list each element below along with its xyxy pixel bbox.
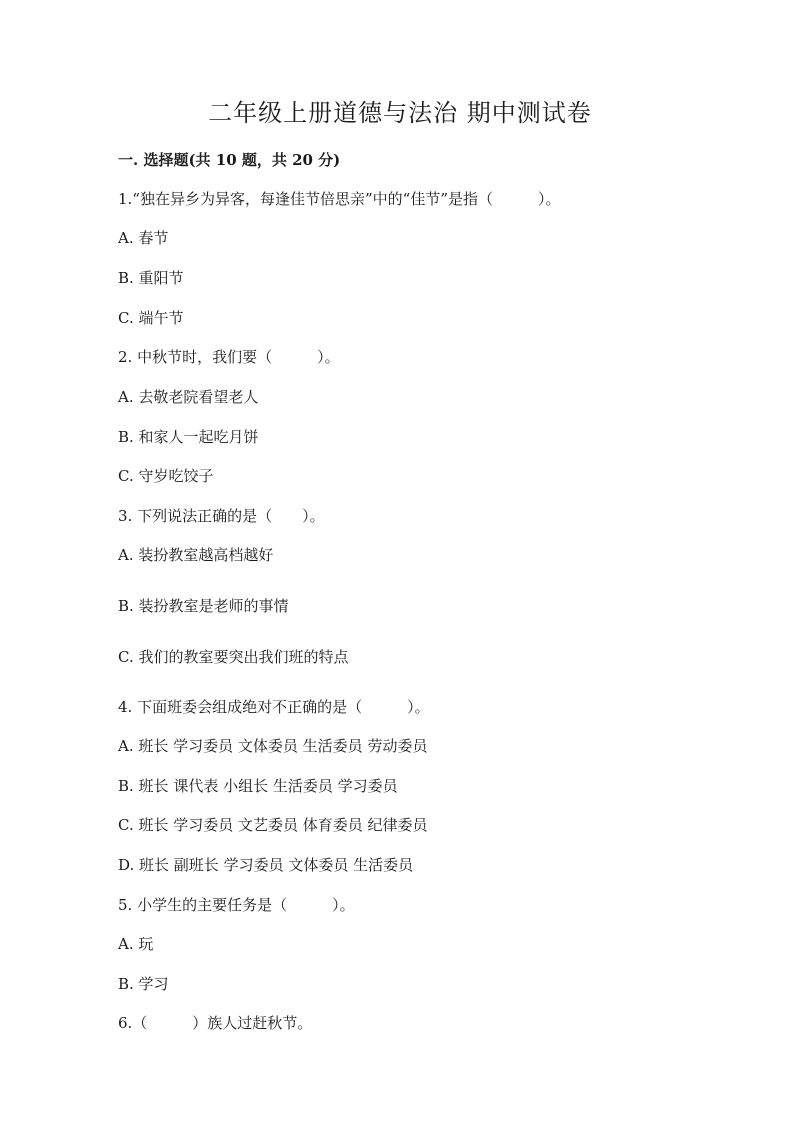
question-2-option-b: B. 和家人一起吃月饼 [118, 428, 259, 446]
question-4-option-c: C. 班长 学习委员 文艺委员 体育委员 纪律委员 [118, 816, 428, 834]
question-3-option-b: B. 装扮教室是老师的事情 [118, 597, 289, 615]
question-4-stem: 4. 下面班委会组成绝对不正确的是（ ）。 [118, 698, 430, 716]
question-2-option-c: C. 守岁吃饺子 [118, 467, 214, 485]
question-4-option-d: D. 班长 副班长 学习委员 文体委员 生活委员 [118, 856, 414, 874]
exam-title: 二年级上册道德与法治 期中测试卷 [208, 99, 592, 127]
question-1-option-c: C. 端午节 [118, 309, 184, 327]
question-3-option-c: C. 我们的教室要突出我们班的特点 [118, 648, 349, 666]
section-heading: 一. 选择题(共 10 题，共 20 分) [118, 151, 341, 169]
question-3-option-a: A. 装扮教室越高档越好 [118, 546, 274, 564]
question-6-stem: 6.（ ）族人过赶秋节。 [118, 1014, 313, 1032]
question-4-option-b: B. 班长 课代表 小组长 生活委员 学习委员 [118, 777, 398, 795]
question-3-stem: 3. 下列说法正确的是（ ）。 [118, 507, 325, 525]
question-5-stem: 5. 小学生的主要任务是（ ）。 [118, 896, 355, 914]
question-5-option-a: A. 玩 [118, 935, 154, 953]
question-1-option-a: A. 春节 [118, 229, 169, 247]
question-4-option-a: A. 班长 学习委员 文体委员 生活委员 劳动委员 [118, 737, 428, 755]
question-2-option-a: A. 去敬老院看望老人 [118, 388, 259, 406]
question-1-stem: 1.“独在异乡为异客，每逢佳节倍思亲”中的“佳节”是指（ ）。 [118, 190, 561, 208]
question-1-option-b: B. 重阳节 [118, 269, 184, 287]
question-5-option-b: B. 学习 [118, 975, 169, 993]
question-2-stem: 2. 中秋节时，我们要（ ）。 [118, 348, 340, 366]
